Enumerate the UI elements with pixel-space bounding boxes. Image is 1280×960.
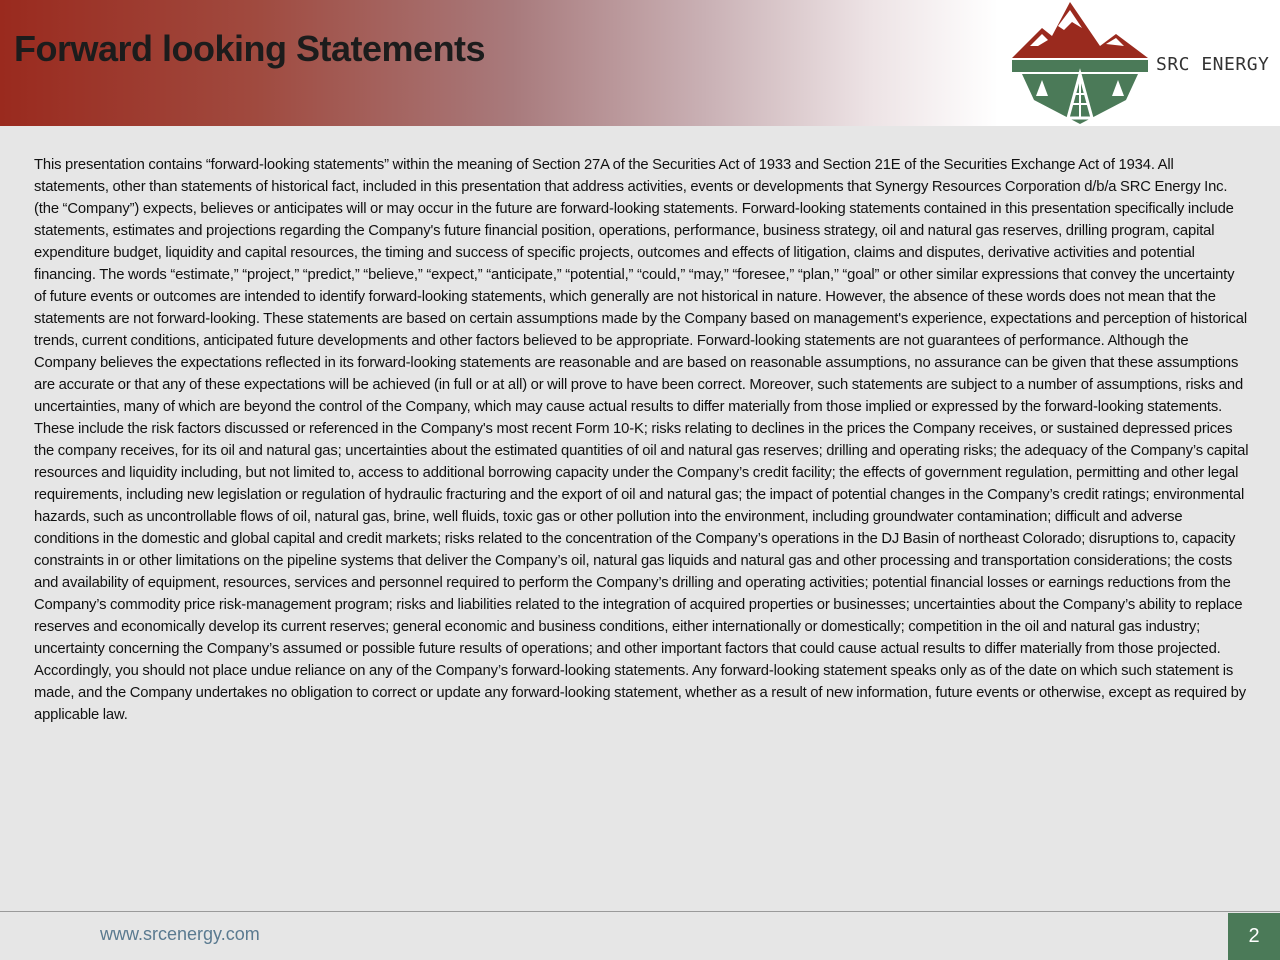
- disclaimer-body: This presentation contains “forward-looking statements” within the meaning of Section 27A of the Securities Act of 1933 and Section 21E of the Securities Exchange Act of 1934. All statements, other than statements of historical fact, included in this presentation that address activities, events or developments that Synergy Resources Corporation d/b/a SRC Energy Inc. (the “Company”) expects, believes or anticipates will or may occur in the future are forward-looking statements. Forward-looking statements contained in this presentation specifically include statements, estimates and projections regarding the Company's future financial position, operations, performance, business strategy, oil and natural gas reserves, drilling program, capital expenditure budget, liquidity and capital resources, the timing and success of specific projects, outcomes and effects of litigation, claims and disputes, derivative activities and potential financing. The words “estimate,” “project,” “predict,” “believe,” “expect,” “anticipate,” “potential,” “could,” “may,” “foresee,” “plan,” “goal” or other similar expressions that convey the uncertainty of future events or outcomes are intended to identify forward-looking statements, which generally are not historical in nature. However, the absence of these words does not mean that the statements are not forward-looking. These statements are based on certain assumptions made by the Company based on management's experience, expectations and perception of historical trends, current conditions, anticipated future developments and other factors believed to be appropriate. Forward-looking statements are not guarantees of performance. Although the Company believes the expectations reflected in its forward-looking statements are reasonable and are based on reasonable assumptions, no assurance can be given that these assumptions are accurate or that any of these expectations will be achieved (in full or at all) or will prove to have been correct. Moreover, such statements are subject to a number of assumptions, risks and uncertainties, many of which are beyond the control of the Company, which may cause actual results to differ materially from those implied or expressed by the forward-looking statements. These include the risk factors discussed or referenced in the Company's most recent Form 10-K; risks relating to declines in the prices the Company receives, or sustained depressed prices the company receives, for its oil and natural gas; uncertainties about the estimated quantities of oil and natural gas reserves; drilling and operating risks; the adequacy of the Company’s capital resources and liquidity including, but not limited to, access to additional borrowing capacity under the Company’s credit facility; the effects of government regulation, permitting and other legal requirements, including new legislation or regulation of hydraulic fracturing and the export of oil and natural gas; the impact of potential changes in the Company’s credit ratings; environmental hazards, such as uncontrollable flows of oil, natural gas, brine, well fluids, toxic gas or other pollution into the environment, including groundwater contamination; difficult and adverse conditions in the domestic and global capital and credit markets; risks related to the concentration of the Company’s operations in the DJ Basin of northeast Colorado; disruptions to, capacity constraints in or other limitations on the pipeline systems that deliver the Company’s oil, natural gas liquids and natural gas and other processing and transportation considerations; the costs and availability of equipment, resources, services and personnel required to perform the Company’s drilling and operating activities; potential financial losses or earnings reductions from the Company’s commodity price risk-management program; risks and liabilities related to the integration of acquired properties or businesses; uncertainties about the Company’s ability to replace reserves and economically develop its current reserves; general economic and business conditions, either internationally or domestically; competition in the oil and natural gas industry; uncertainty concerning the Company’s assumed or possible future results of operations; and other important factors that could cause actual results to differ materially from those projected. Accordingly, you should not place undue reliance on any of the Company’s forward-looking statements. Any forward-looking statement speaks only as of the date on which such statement is made, and the Company undertakes no obligation to correct or update any forward-looking statement, whether as a result of new information, future events or otherwise, except as required by applicable law.: [34, 157, 1249, 723]
- page-number: 2: [1228, 913, 1280, 960]
- company-logo: [1008, 0, 1280, 126]
- mountain-derrick-icon: [1008, 0, 1158, 126]
- page-title: Forward looking Statements: [14, 28, 486, 69]
- footer-divider: [0, 911, 1280, 912]
- header-banner: [0, 0, 1280, 126]
- footer-url[interactable]: www.srcenergy.com: [100, 924, 260, 944]
- logo-wordmark: SRC ENERGY: [1156, 54, 1270, 75]
